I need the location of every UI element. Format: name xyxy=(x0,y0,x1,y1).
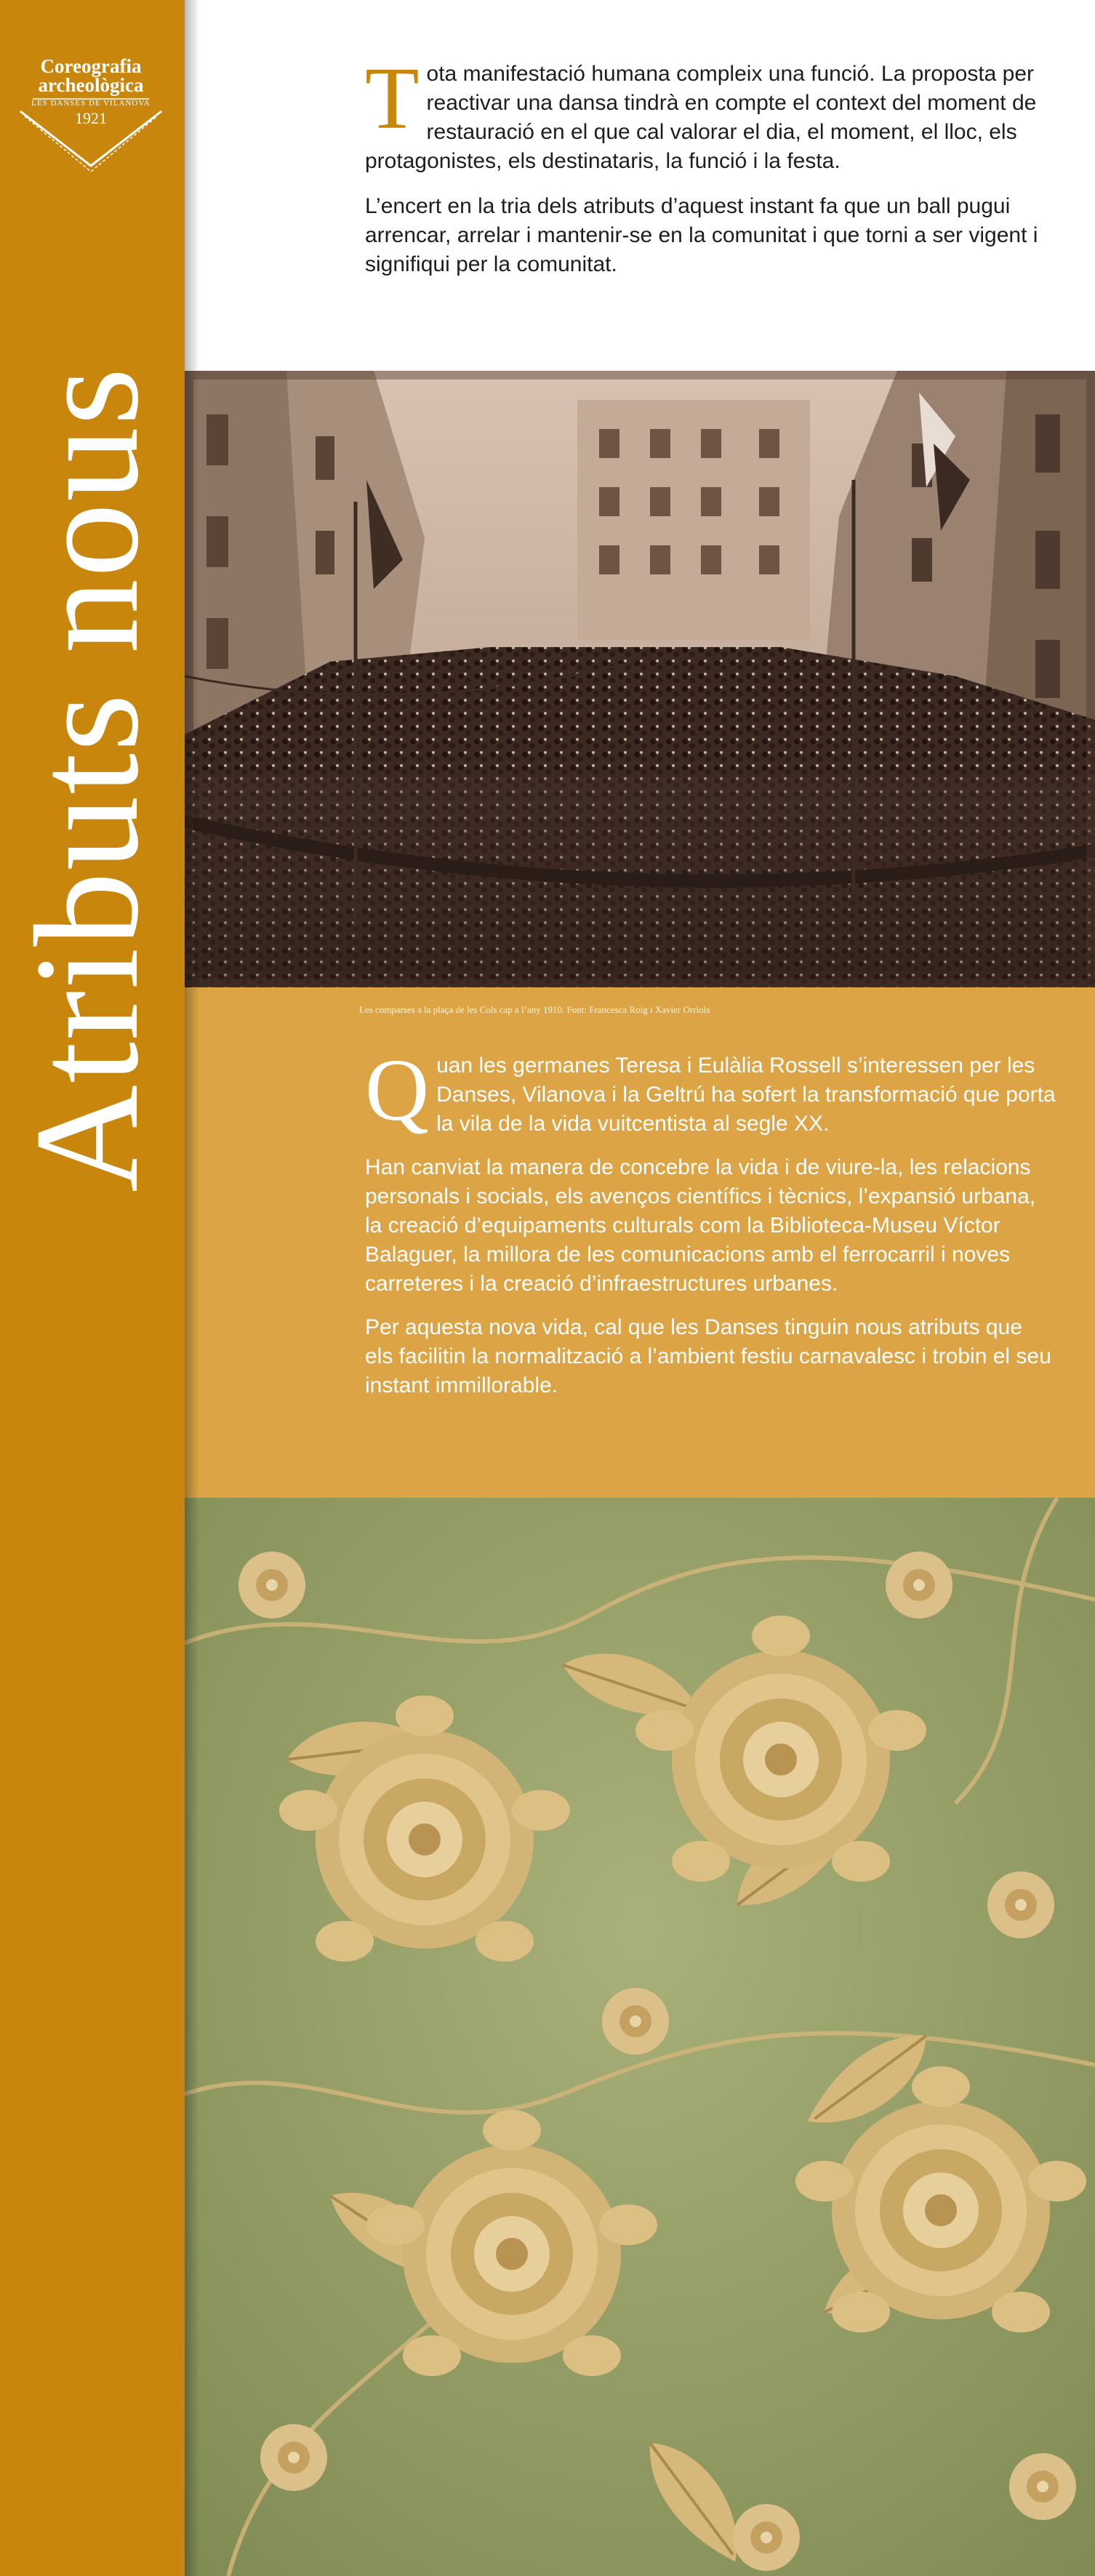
logo-title-line1: Coreografia xyxy=(40,55,142,77)
historic-photo xyxy=(185,371,1095,987)
intro-paragraph-2: L’encert en la tria dels atributs d’aquest instant fa que un ball pugui arrencar, arrelar i mantenir-se en la comunitat i que torni a ser vigent i signifiqui per la comunitat. xyxy=(365,194,1038,276)
embroidered-textile-image xyxy=(185,1498,1095,2576)
body-paragraph-3: Per aquesta nova vida, cal que les Danses tinguin nous atributs que els facilitin la normalització a l’ambient festiu carnavalesc i trobin el seu instant immillorable. xyxy=(365,1315,1051,1397)
crowd-square-photo xyxy=(185,371,1095,987)
logo xyxy=(15,57,167,173)
logo-year: 1921 xyxy=(75,109,107,127)
body-paragraph-2: Han canviat la manera de concebre la vida i de viure-la, les relacions personals i socials, els avenços científics i tècnics, l’expansió urbana, la creació d’equipaments culturals com la Biblioteca-Museu Víctor Balaguer, la millora de les comunicacions amb el ferrocarril i noves carreteres i la creació d’infraestructures urbanes. xyxy=(365,1155,1036,1296)
logo-subtitle: LES DANSES DE VILANOVA xyxy=(31,99,151,108)
body-paragraph-1 xyxy=(365,1041,1056,1139)
side-title: Atributs nous xyxy=(4,366,169,1192)
body-dropcap: Q xyxy=(365,1041,430,1139)
photo-caption: Les comparses a la plaça de les Cols cap a l’any 1910. Font: Francesca Roig i Xavier Orriols xyxy=(359,1004,710,1015)
logo-title-line2: archeològica xyxy=(38,74,144,96)
intro-paragraph-1 xyxy=(365,49,1063,176)
sidebar-band xyxy=(0,0,185,2576)
intro-dropcap: T xyxy=(365,49,420,148)
body-paragraph-1-text: uan les germanes Teresa i Eulàlia Rossell s’interessen per les Danses, Vilanova i la Geltrú ha sofert la transformació que porta la vila de la vida vuitcentista al segle XX. xyxy=(436,1054,1056,1136)
body-text xyxy=(365,1041,1056,1415)
intro-text xyxy=(365,49,1063,295)
floral-embroidery-illustration xyxy=(185,1498,1095,2576)
intro-paragraph-1-text: ota manifestació humana compleix una funció. La proposta per reactivar una dansa tindrà en compte el context del moment de restauració en el que cal valorar el dia, el moment, el lloc, els protagonistes, els destinataris, la funció i la festa. xyxy=(365,62,1037,173)
